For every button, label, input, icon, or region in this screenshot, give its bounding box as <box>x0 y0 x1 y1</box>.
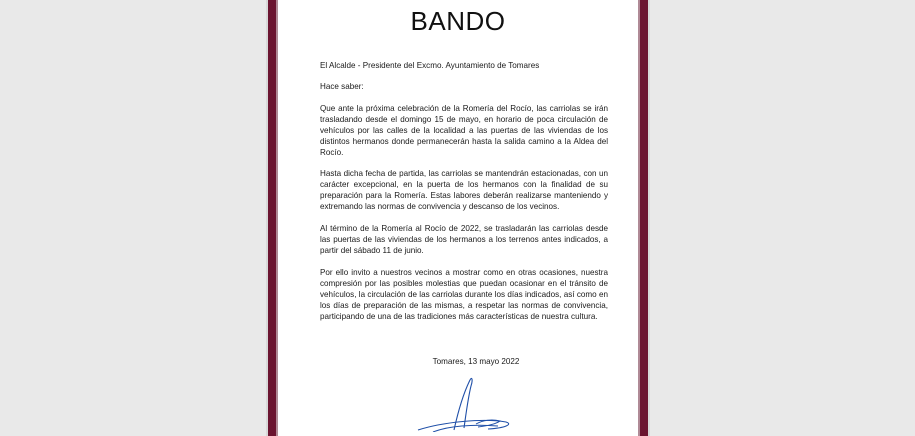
page-border-inner <box>276 0 640 436</box>
signature <box>388 372 538 432</box>
paragraph-4: Por ello invito a nuestros vecinos a mostrar como en otras ocasiones, nuestra compresión por las posibles molestias que puedan ocasionar en el tránsito de vehículos, la circulación de las carriolas durante los días indicados, así como en los días de preparación de las mismas, a respetar las normas de convivencia, participando de una de las tradiciones más características de nuestra cultura. <box>320 268 608 321</box>
document-page <box>268 0 648 436</box>
paragraph-3: Al término de la Romería al Rocío de 2022, se trasladarán las carriolas desde las puertas de las viviendas de los hermanos a los terrenos antes indicados, a partir del sábado 11 de junio. <box>320 224 608 255</box>
issuer-line: El Alcalde - Presidente del Excmo. Ayuntamiento de Tomares <box>320 61 540 70</box>
paragraph-1: Que ante la próxima celebración de la Romería del Rocío, las carriolas se irán trasladando desde el domingo 15 de mayo, en horario de poca circulación de vehículos por las calles de la localidad a las puertas de las viviendas de los distintos hermanos donde permanecerán hasta la salida camino a la Aldea del Rocío. <box>320 104 608 157</box>
document-title: BANDO <box>410 6 506 36</box>
salutation: Hace saber: <box>320 82 364 91</box>
date-line: Tomares, 13 mayo 2022 <box>432 357 520 366</box>
paragraph-2: Hasta dicha fecha de partida, las carriolas se mantendrán estacionadas, con un carácter excepcional, en la puerta de los hermanos con la finalidad de su preparación para la Romería. Estas labores deberán realizarse manteniendo y extremando las normas de convivencia y descanso de los vecinos. <box>320 169 608 211</box>
